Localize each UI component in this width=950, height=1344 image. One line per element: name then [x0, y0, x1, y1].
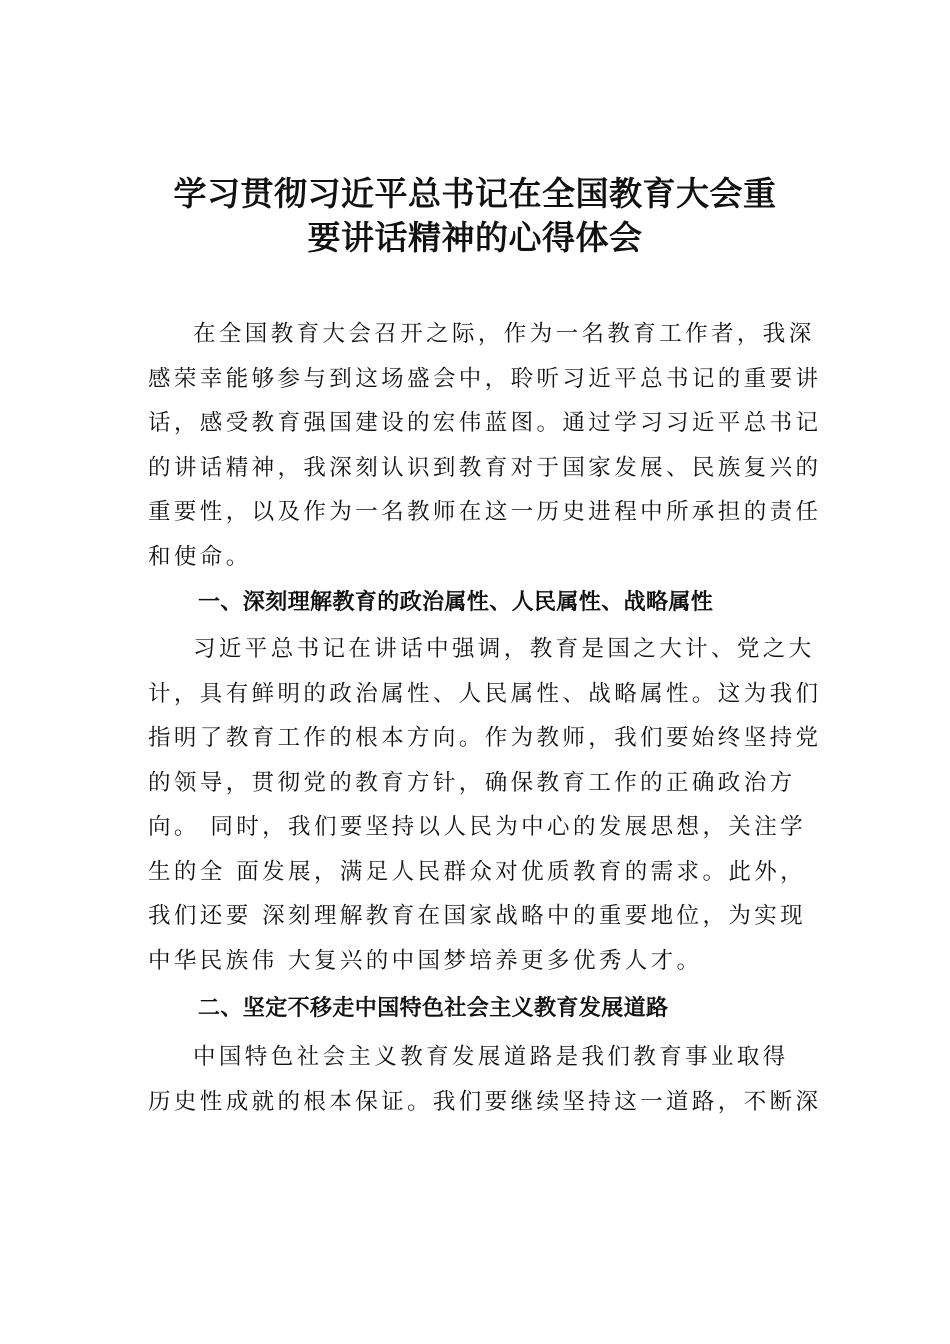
- paragraph-line: 和使命。: [148, 543, 252, 570]
- paragraph-line: 向。 同时，我们要坚持以人民为中心的发展思想，关注学: [148, 814, 807, 840]
- paragraph-line: 中华民族伟 大复兴的中国梦培养更多优秀人才。: [148, 947, 703, 974]
- section-heading-2: 二、坚定不移走中国特色社会主义教育发展道路: [198, 996, 669, 1021]
- paragraph-line: 感荣幸能够参与到这场盛会中，聆听习近平总书记的重要讲: [148, 365, 822, 392]
- paragraph-line: 习近平总书记在讲话中强调，教育是国之大计、党之大: [193, 636, 815, 662]
- paragraph-intro: [148, 312, 822, 579]
- document-body: [148, 312, 822, 1124]
- paragraph-line: 计，具有鲜明的政治属性、人民属性、战略属性。这为我们: [148, 680, 822, 707]
- paragraph-section-2: [148, 1035, 822, 1124]
- paragraph-line: 中国特色社会主义教育发展道路是我们教育事业取得: [193, 1044, 789, 1070]
- paragraph-line: 话，感受教育强国建设的宏伟蓝图。通过学习习近平总书记: [148, 410, 822, 436]
- paragraph-line: 在全国教育大会召开之际，作为一名教育工作者，我深: [193, 321, 815, 347]
- paragraph-section-1: [148, 627, 822, 983]
- title-line-1: 学习贯彻习近平总书记在全国教育大会重: [173, 174, 777, 213]
- document-title: [110, 172, 840, 260]
- section-heading-1: 一、深刻理解教育的政治属性、人民属性、战略属性: [198, 590, 714, 615]
- paragraph-line: 历史性成就的根本保证。我们要继续坚持这一道路，不断深: [148, 1088, 822, 1115]
- paragraph-line: 的领导，贯彻党的教育方针，确保教育工作的正确政治方: [148, 769, 796, 796]
- title-line-2: 要讲话精神的心得体会: [307, 218, 643, 257]
- paragraph-line: 指明了教育工作的根本方向。作为教师，我们要始终坚持党: [148, 725, 822, 751]
- paragraph-line: 的讲话精神，我深刻认识到教育对于国家发展、民族复兴的: [148, 454, 822, 481]
- paragraph-line: 我们还要 深刻理解教育在国家战略中的重要地位，为实现: [148, 903, 807, 929]
- paragraph-line: 重要性，以及作为一名教师在这一历史进程中所承担的责任: [148, 499, 822, 525]
- paragraph-line: 生的全 面发展，满足人民群众对优质教育的需求。此外，: [148, 858, 807, 885]
